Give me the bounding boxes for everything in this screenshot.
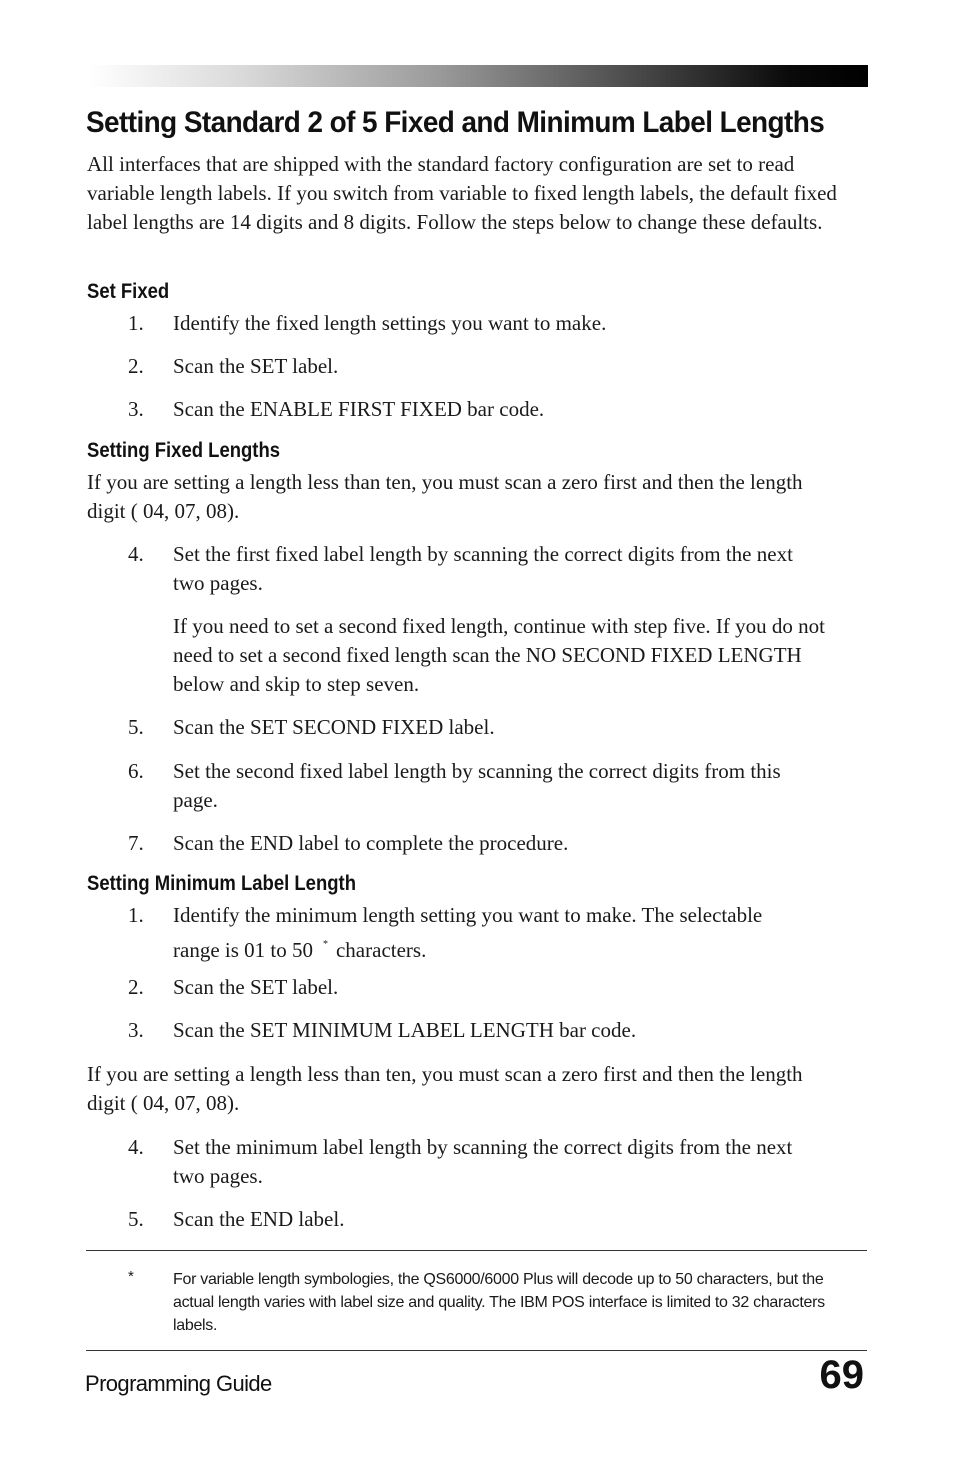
footnote-text: For variable length symbologies, the QS6000/6000 Plus will decode up to 50 characters, but the actual length varies with label size and quality. The IBM POS interface is limited to 32 characters labels. <box>173 1271 825 1334</box>
step-text: Scan the ENABLE FIRST FIXED bar code. <box>173 397 545 421</box>
intro-paragraph: All interfaces that are shipped with the standard factory configuration are set to read variable length labels. If you switch from variable to fixed length labels, the default fixed label lengths are 14 digits and 8 digits. Follow the steps below to change these defaults. <box>87 152 837 234</box>
step-number: 5. <box>128 715 144 739</box>
step-number: 5. <box>128 1207 144 1231</box>
step-text: Set the second fixed label length by scanning the correct digits from this page. <box>173 759 781 812</box>
step-number: 3. <box>128 1018 144 1042</box>
step-text: Set the first fixed label length by scanning the correct digits from the next two pages. <box>173 542 793 595</box>
header-gradient-bar <box>88 65 868 87</box>
step-number: 7. <box>128 831 144 855</box>
page-title: Setting Standard 2 of 5 Fixed and Minimum Label Lengths <box>86 106 825 139</box>
page-number: 69 <box>819 1353 864 1397</box>
step-number: 4. <box>128 542 144 566</box>
footnote-marker: * <box>128 1268 134 1285</box>
step-number: 6. <box>128 759 144 783</box>
footnote-reference: * <box>322 939 328 950</box>
section-heading-minimum-length: Setting Minimum Label Length <box>87 872 356 895</box>
step-text: Set the minimum label length by scanning the correct digits from the next two pages. <box>173 1135 793 1188</box>
fixed-lengths-intro: If you are setting a length less than ten, you must scan a zero first and then the length digit ( 04, 07, 08). <box>87 470 803 523</box>
step-text-suffix: characters. <box>335 938 427 962</box>
footer-label: Programming Guide <box>85 1371 272 1396</box>
step-number: 2. <box>128 975 144 999</box>
step-number: 1. <box>128 311 144 335</box>
step-text: Scan the SET MINIMUM LABEL LENGTH bar code. <box>173 1018 637 1042</box>
step-number: 4. <box>128 1135 144 1159</box>
step-number: 1. <box>128 903 144 927</box>
step-text: Scan the SET SECOND FIXED label. <box>173 715 495 739</box>
section-heading-set-fixed: Set Fixed <box>87 280 170 303</box>
step-text <box>173 901 813 965</box>
footnote-divider <box>86 1250 867 1251</box>
footer-divider <box>86 1350 867 1351</box>
step-text: Scan the SET label. <box>173 354 339 378</box>
step-note: If you need to set a second fixed length, continue with step five. If you do not need to set a second fixed length scan the NO SECOND FIXED LENGTH below and skip to step seven. <box>173 614 826 696</box>
step-text: Scan the END label. <box>173 1207 345 1231</box>
section-heading-setting-fixed-lengths: Setting Fixed Lengths <box>87 439 281 462</box>
step-text-prefix: Identify the minimum length setting you want to make. The selectable range is 01 to 50 <box>173 903 763 962</box>
step-number: 3. <box>128 397 144 421</box>
step-text: Identify the fixed length settings you want to make. <box>173 311 607 335</box>
step-text: Scan the END label to complete the procedure. <box>173 831 569 855</box>
step-text: Scan the SET label. <box>173 975 339 999</box>
step-number: 2. <box>128 354 144 378</box>
minimum-length-intro: If you are setting a length less than ten, you must scan a zero first and then the length digit ( 04, 07, 08). <box>87 1062 803 1115</box>
